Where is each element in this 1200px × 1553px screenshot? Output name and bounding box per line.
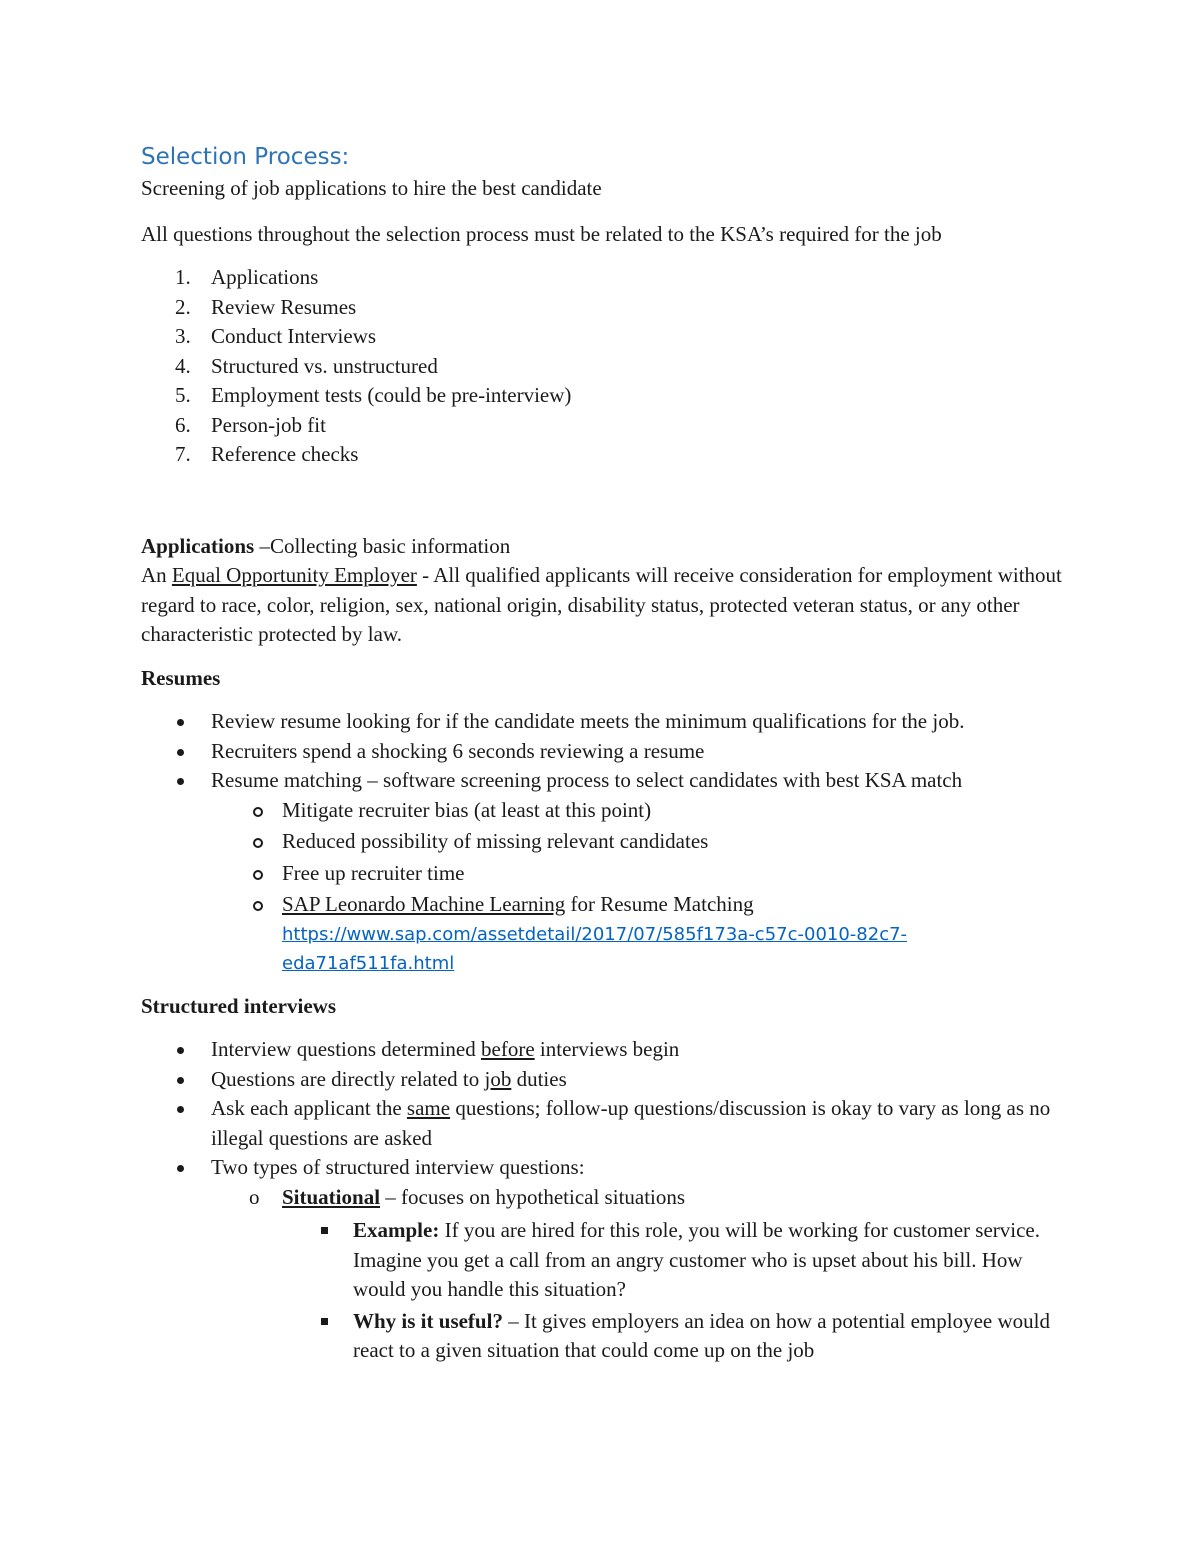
- list-item: 5. Employment tests (could be pre-interview): [175, 383, 572, 407]
- list-item: Why is it useful? – It gives employers an idea on how a potential employee would react to a given situation that could come up on the job: [141, 1307, 1071, 1366]
- structured-heading: Structured interviews: [141, 993, 336, 1018]
- list-item: 1. Applications: [175, 265, 319, 289]
- list-item: 6. Person-job fit: [175, 412, 326, 437]
- o-bullet-icon: o: [249, 1184, 260, 1209]
- resume-matching-sublist: [141, 796, 1071, 978]
- bullet-icon: [177, 1106, 184, 1113]
- list-item: Two types of structured interview questions: o Situational – focuses on hypothetical situations Example: If you are hired for this role, you will be working for customer service. Imagine you get a call from an angry customer who is upset about his bill. How would you handle this situation? Why is it useful? – It gives employers an idea on how a potential employee would react to a given situation that could come up on the job: [141, 1153, 1071, 1366]
- steps-list: [141, 263, 1071, 470]
- circle-bullet-icon: [253, 838, 263, 848]
- circle-bullet-icon: [253, 807, 263, 817]
- list-item: Mitigate recruiter bias (at least at this point): [141, 796, 1071, 826]
- list-item: Recruiters spend a shocking 6 seconds reviewing a resume: [141, 737, 1071, 767]
- bullet-icon: [177, 719, 184, 726]
- list-item: Reduced possibility of missing relevant candidates: [141, 827, 1071, 857]
- list-item: Interview questions determined before interviews begin: [141, 1035, 1071, 1065]
- list-item: 4. Structured vs. unstructured: [175, 353, 438, 378]
- resumes-list: [141, 707, 1071, 978]
- list-item: Questions are directly related to job duties: [141, 1065, 1071, 1095]
- circle-bullet-icon: [253, 870, 263, 880]
- bullet-icon: [177, 778, 184, 785]
- intro-line-1: Screening of job applications to hire the best candidate: [141, 176, 602, 200]
- eoe-paragraph: An Equal Opportunity Employer - All qualified applicants will receive consideration for employment without regard to race, color, religion, sex, national origin, disability status, protected veteran status, or any other characteristic protected by law.: [141, 563, 1062, 646]
- structured-list: [141, 1035, 1071, 1366]
- list-item: Resume matching – software screening process to select candidates with best KSA match Mitigate recruiter bias (at least at this point) Reduced possibility of missing relevant candidates Free up recruiter time SAP Leonardo Machine Learning for Resume Matching https://www.sap.com/assetdetail/2017/07/585f173a-c57c-0010-82c7- eda71af511fa.html: [141, 766, 1071, 978]
- page-title: Selection Process:: [141, 144, 350, 170]
- bullet-icon: [177, 749, 184, 756]
- intro-line-2: All questions throughout the selection process must be related to the KSA’s required for the job: [141, 221, 942, 246]
- list-item: Ask each applicant the same questions; follow-up questions/discussion is okay to vary as long as no illegal questions are asked: [141, 1094, 1071, 1153]
- bullet-icon: [177, 1047, 184, 1054]
- list-item: SAP Leonardo Machine Learning for Resume Matching https://www.sap.com/assetdetail/2017/07/585f173a-c57c-0010-82c7- eda71af511fa.html: [141, 890, 1071, 978]
- square-bullet-icon: [321, 1227, 328, 1234]
- situational-sublist: [141, 1216, 1071, 1366]
- list-item: 2. Review Resumes: [175, 294, 357, 319]
- square-bullet-icon: [321, 1318, 328, 1325]
- bullet-icon: [177, 1077, 184, 1084]
- list-item: Example: If you are hired for this role, you will be working for customer service. Imagine you get a call from an angry customer who is upset about his bill. How would you handle this situation?: [141, 1216, 1071, 1305]
- list-item: 3. Conduct Interviews: [175, 324, 377, 348]
- sap-url-link[interactable]: https://www.sap.com/assetdetail/2017/07/585f173a-c57c-0010-82c7- eda71af511fa.html: [282, 923, 908, 974]
- list-item: Review resume looking for if the candidate meets the minimum qualifications for the job.: [141, 707, 1071, 737]
- document-page: [141, 140, 1071, 1366]
- list-item: Free up recruiter time: [141, 859, 1071, 889]
- circle-bullet-icon: [253, 901, 263, 911]
- question-types-sublist: [141, 1183, 1071, 1366]
- applications-heading: Applications –Collecting basic information: [141, 533, 511, 558]
- list-item: o Situational – focuses on hypothetical situations Example: If you are hired for this role, you will be working for customer service. Imagine you get a call from an angry customer who is upset about his bill. How would you handle this situation? Why is it useful? – It gives employers an idea on how a potential employee would react to a given situation that could come up on the job: [141, 1183, 1071, 1366]
- resumes-heading: Resumes: [141, 665, 221, 690]
- list-item: 7. Reference checks: [175, 442, 359, 466]
- eoe-link[interactable]: Equal Opportunity Employer: [171, 563, 417, 587]
- sap-leonardo-link[interactable]: SAP Leonardo Machine Learning: [282, 892, 566, 916]
- bullet-icon: [177, 1165, 184, 1172]
